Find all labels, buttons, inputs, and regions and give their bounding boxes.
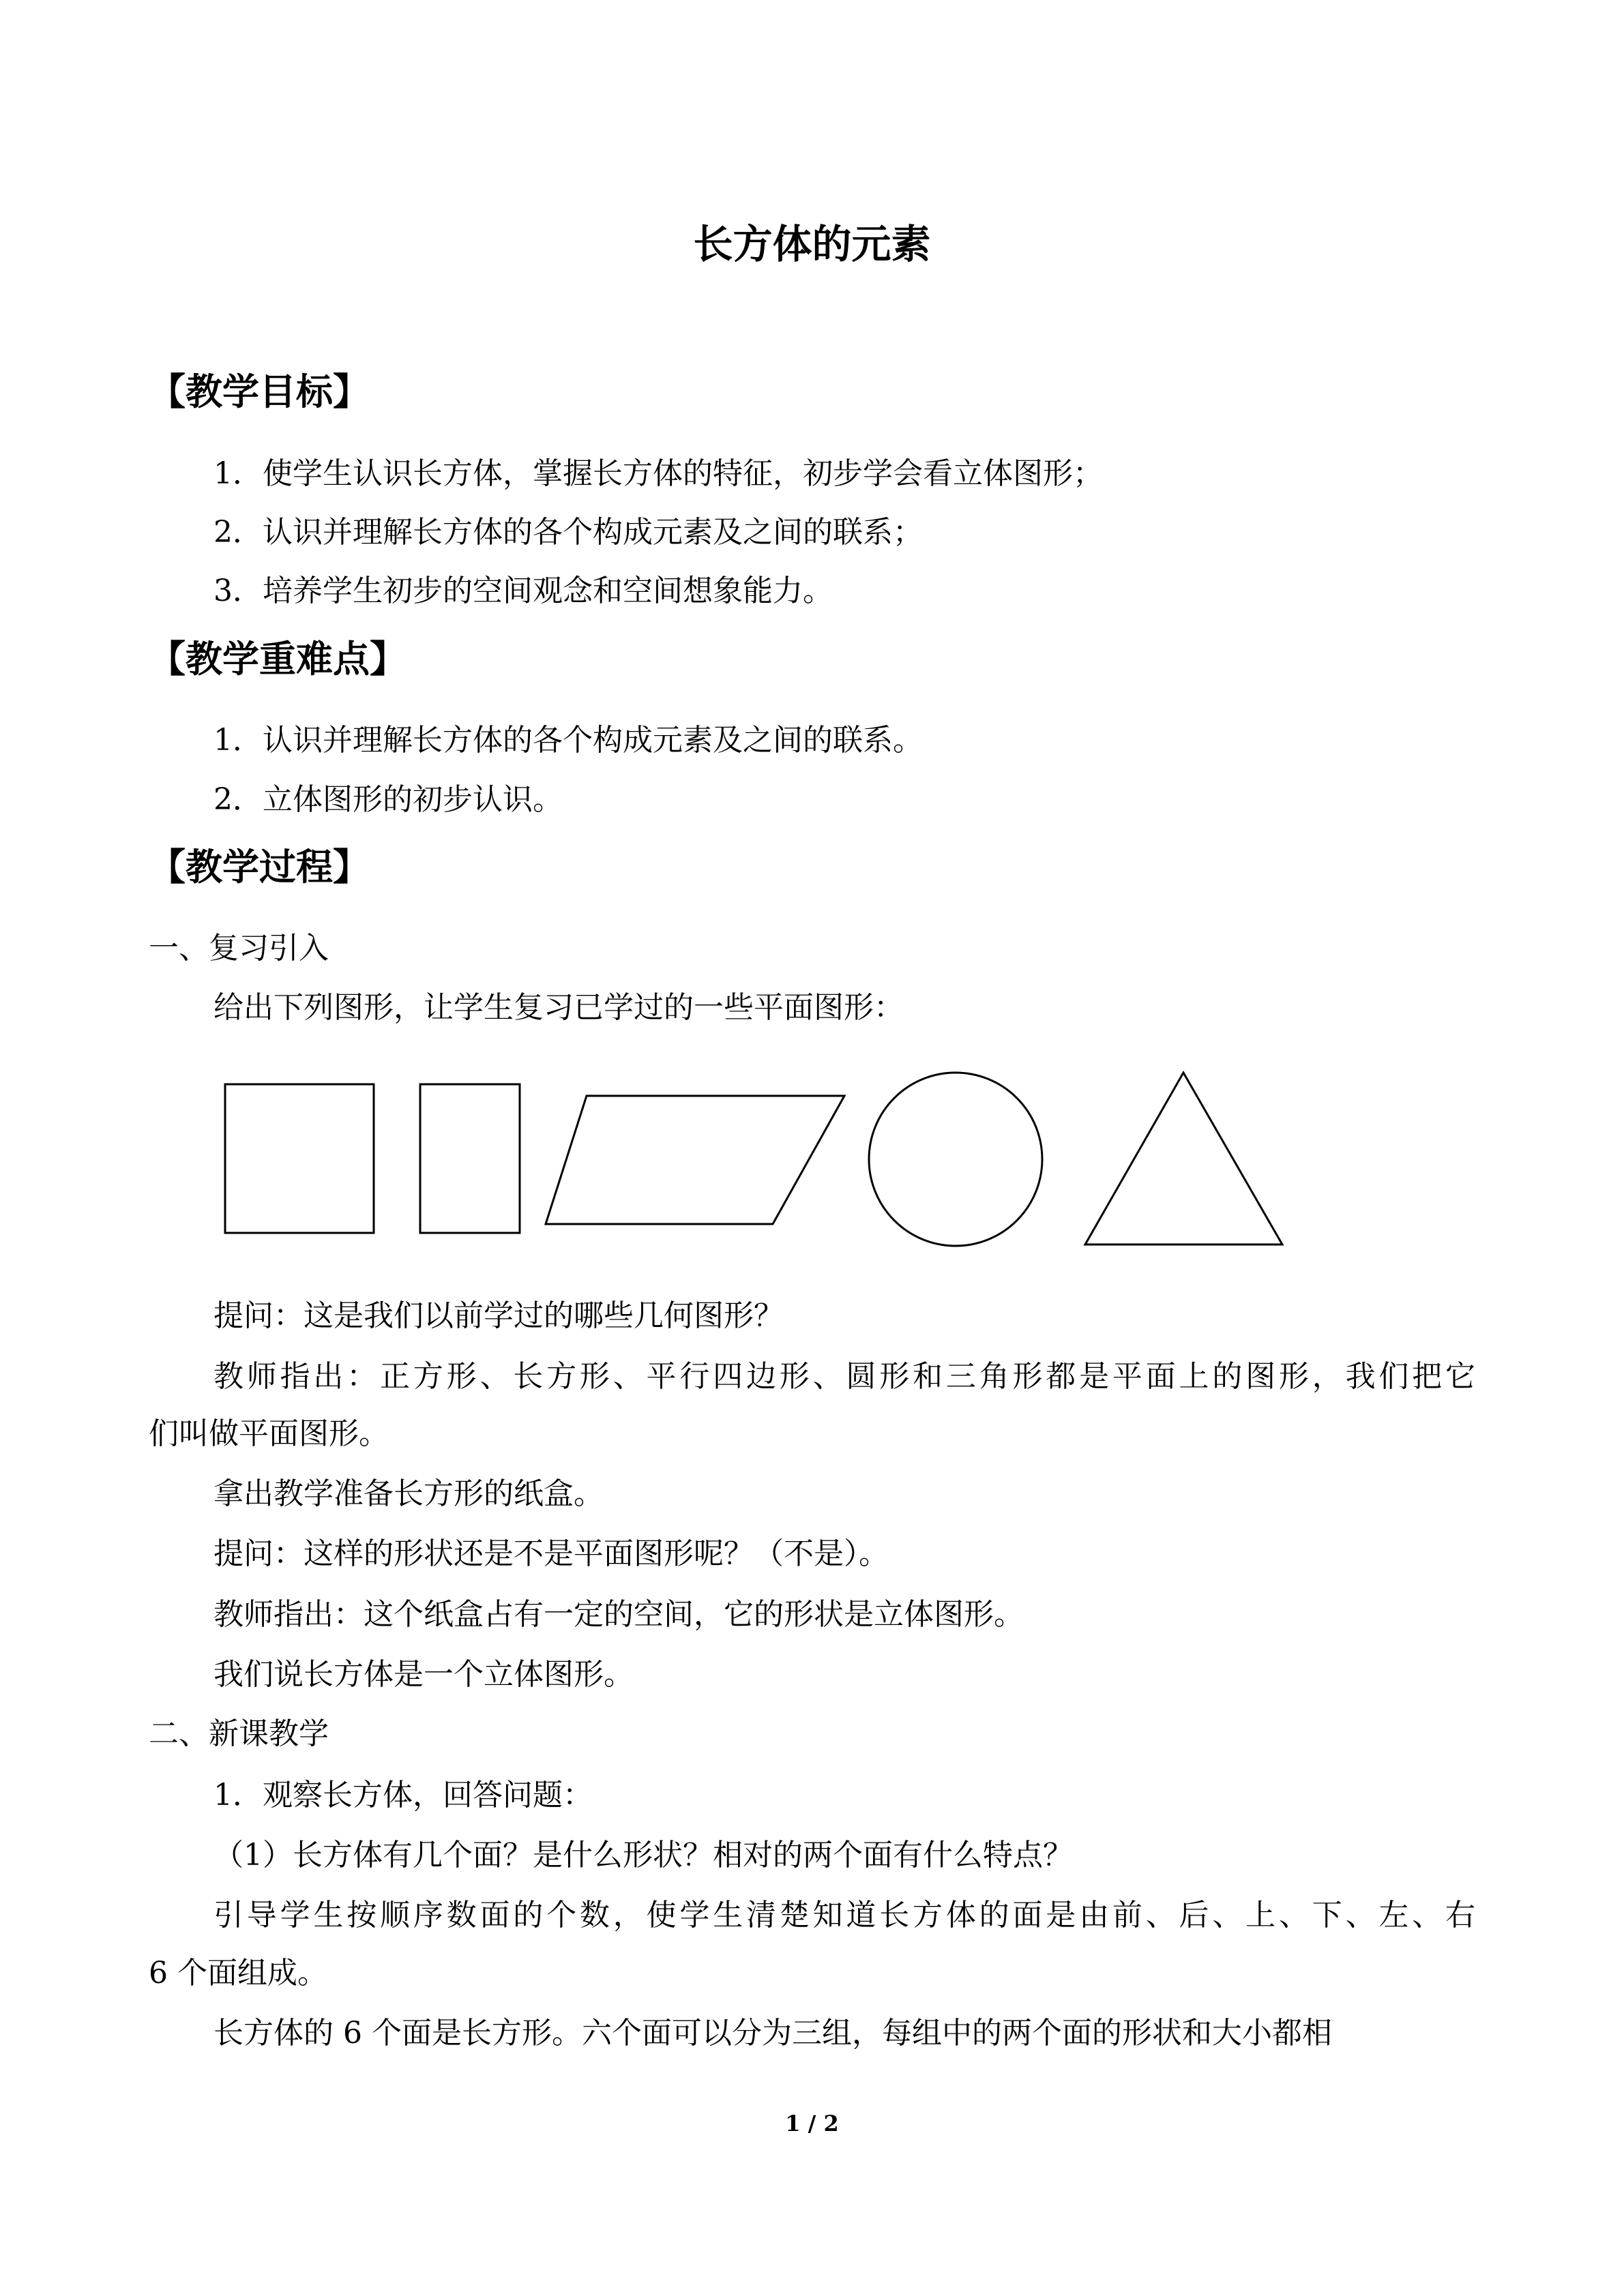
page-number: 1 / 2 bbox=[785, 2111, 839, 2136]
rectangle-shape bbox=[420, 1084, 520, 1233]
teacher-note-2: 教师指出：这个纸盒占有一定的空间，它的形状是立体图形。 bbox=[213, 1597, 1024, 1632]
process-heading: 【教学过程】 bbox=[149, 845, 370, 889]
faces-line: 长方体的 6 个面是长方形。六个面可以分为三组，每组中的两个面的形状和大小都相 bbox=[213, 2016, 1332, 2051]
part2-title: 二、新课教学 bbox=[149, 1716, 329, 1751]
key-point-item-2: 2．立体图形的初步认识。 bbox=[213, 782, 563, 817]
question-2: 提问：这样的形状还是不是平面图形呢？（不是）。 bbox=[213, 1536, 889, 1571]
guide-line-1: 引导学生按顺序数面的个数，使学生清楚知道长方体的面是由前、后、上、下、左、右 bbox=[213, 1898, 1475, 1933]
parallelogram-shape bbox=[546, 1096, 844, 1224]
objectives-heading: 【教学目标】 bbox=[149, 370, 370, 413]
question-faces: （1）长方体有几个面？是什么形状？相对的两个面有什么特点？ bbox=[213, 1838, 1073, 1873]
triangle-shape bbox=[1085, 1073, 1282, 1244]
box-statement: 拿出教学准备长方形的纸盒。 bbox=[213, 1476, 604, 1511]
teacher-note-1-line2: 们叫做平面图形。 bbox=[149, 1416, 389, 1451]
page-title: 长方体的元素 bbox=[693, 221, 931, 267]
teacher-note-1-line1: 教师指出：正方形、长方形、平行四边形、圆形和三角形都是平面上的图形，我们把它 bbox=[213, 1359, 1475, 1394]
circle-shape bbox=[869, 1073, 1042, 1246]
key-points-heading: 【教学重难点】 bbox=[149, 637, 407, 681]
key-point-item-1: 1．认识并理解长方体的各个构成元素及之间的联系。 bbox=[213, 723, 923, 758]
question-1: 提问：这是我们以前学过的哪些几何图形？ bbox=[213, 1298, 784, 1333]
part1-title: 一、复习引入 bbox=[149, 931, 329, 966]
objective-item-2: 2．认识并理解长方体的各个构成元素及之间的联系； bbox=[213, 515, 923, 550]
step-1: 1．观察长方体，回答问题： bbox=[213, 1778, 593, 1813]
objective-item-3: 3．培养学生初步的空间观念和空间想象能力。 bbox=[213, 573, 833, 608]
objective-item-1: 1．使学生认识长方体，掌握长方体的特征，初步学会看立体图形； bbox=[213, 456, 1103, 491]
cuboid-statement: 我们说长方体是一个立体图形。 bbox=[213, 1657, 634, 1692]
guide-line-2: 6 个面组成。 bbox=[149, 1956, 327, 1991]
square-shape bbox=[225, 1084, 374, 1233]
part1-intro: 给出下列图形，让学生复习已学过的一些平面图形： bbox=[213, 990, 904, 1025]
